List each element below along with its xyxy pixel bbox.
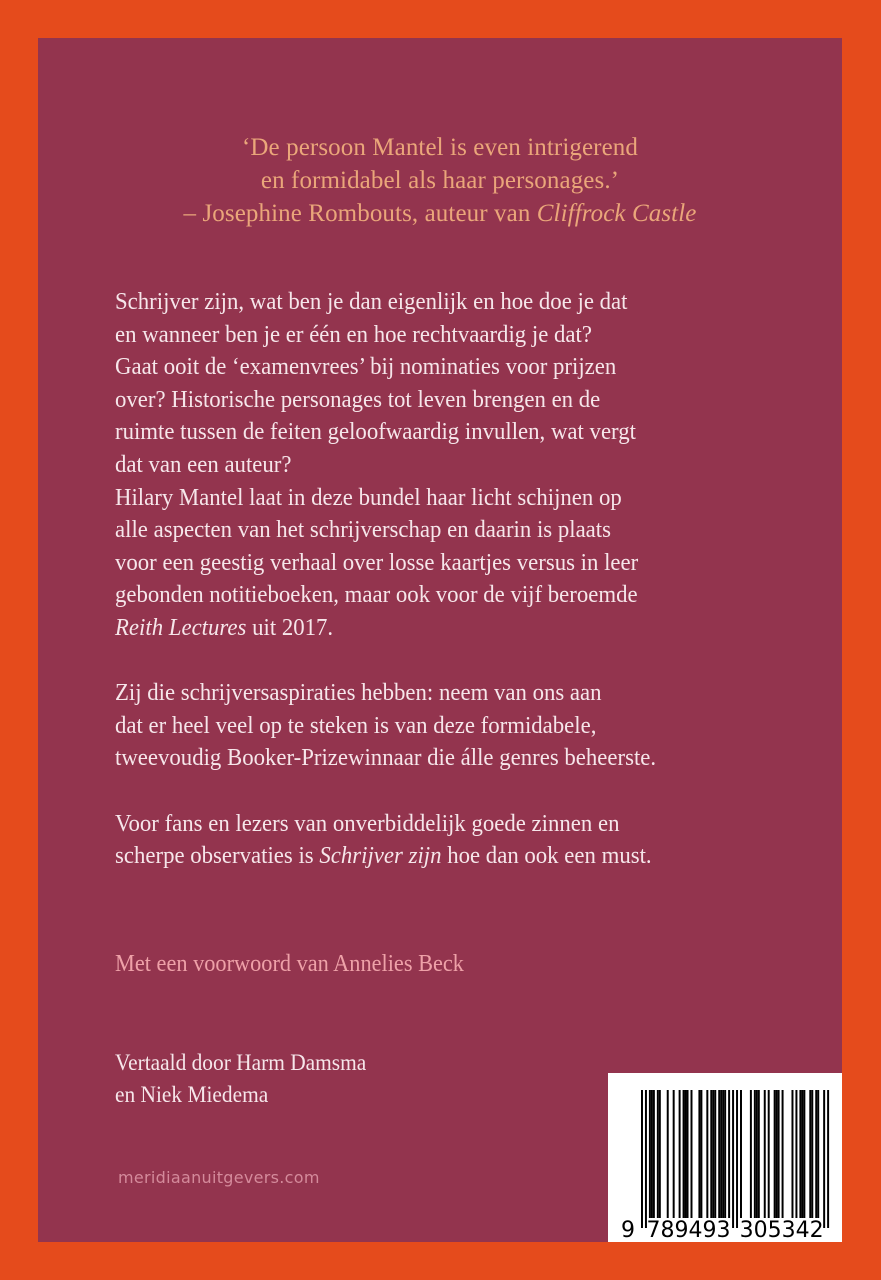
isbn-barcode	[608, 1073, 842, 1242]
barcode-icon	[608, 1073, 842, 1242]
quote-attribution	[38, 197, 842, 230]
blurb-line: scherpe observaties is Schrijver zijn hoe dan ook een must.	[115, 842, 652, 870]
quote-line-2: en formidabel als haar personages.’	[260, 167, 620, 194]
blurb-paragraph-1	[115, 286, 835, 645]
blurb-paragraph-3	[115, 808, 835, 873]
blurb	[115, 286, 835, 873]
blurb-line-last: Reith Lectures uit 2017.	[115, 613, 334, 641]
blurb-line: ruimte tussen de feiten geloofwaardig invullen, wat vergt	[115, 418, 636, 446]
blurb-line: dat er heel veel op te steken is van deze formidabele,	[115, 711, 597, 739]
attribution-book-title: Cliffrock Castle	[536, 200, 697, 227]
blurb-line: dat van een auteur?	[115, 450, 292, 478]
blurb-paragraph-2	[115, 677, 835, 775]
svg-text:305342: 305342	[739, 1218, 824, 1242]
blurb-line: gebonden notitieboeken, maar ook voor de vijf beroemde	[115, 581, 638, 609]
svg-text:9: 9	[621, 1218, 635, 1242]
foreword-credit: Met een voorwoord van Annelies Beck	[115, 951, 464, 977]
review-quote	[38, 131, 842, 230]
translator-credit	[115, 1047, 385, 1111]
attribution-author: – Josephine Rombouts, auteur van	[183, 200, 537, 227]
blurb-line: voor een geestig verhaal over losse kaartjes versus in leer	[115, 548, 639, 576]
translator-line-1: Vertaald door Harm Damsma	[115, 1050, 367, 1075]
blurb-line: over? Historische personages tot leven brengen en de	[115, 385, 601, 413]
svg-text:789493: 789493	[646, 1218, 731, 1242]
book-title: Schrijver zijn	[319, 842, 442, 870]
back-cover-panel	[38, 38, 842, 1242]
blurb-line: Schrijver zijn, wat ben je dan eigenlijk en hoe doe je dat	[115, 288, 628, 315]
blurb-line: en wanneer ben je er één en hoe rechtvaardig je dat?	[115, 320, 592, 348]
blurb-line: alle aspecten van het schrijverschap en daarin is plaats	[115, 516, 612, 544]
publisher-website: meridiaanuitgevers.com	[118, 1168, 320, 1187]
blurb-line: Zij die schrijversaspiraties hebben: neem van ons aan	[115, 679, 602, 707]
quote-line-1: ‘De persoon Mantel is even intrigerend	[241, 134, 639, 161]
blurb-line: Voor fans en lezers van onverbiddelijk goede zinnen en	[115, 809, 620, 837]
lecture-title: Reith Lectures	[115, 613, 247, 641]
translator-line-2: en Niek Miedema	[115, 1082, 269, 1107]
blurb-line: Gaat ooit de ‘examenvrees’ bij nominaties voor prijzen	[115, 353, 617, 381]
blurb-line: tweevoudig Booker-Prizewinnaar die álle genres beheerste.	[115, 744, 657, 772]
blurb-line: Hilary Mantel laat in deze bundel haar licht schijnen op	[115, 483, 622, 511]
